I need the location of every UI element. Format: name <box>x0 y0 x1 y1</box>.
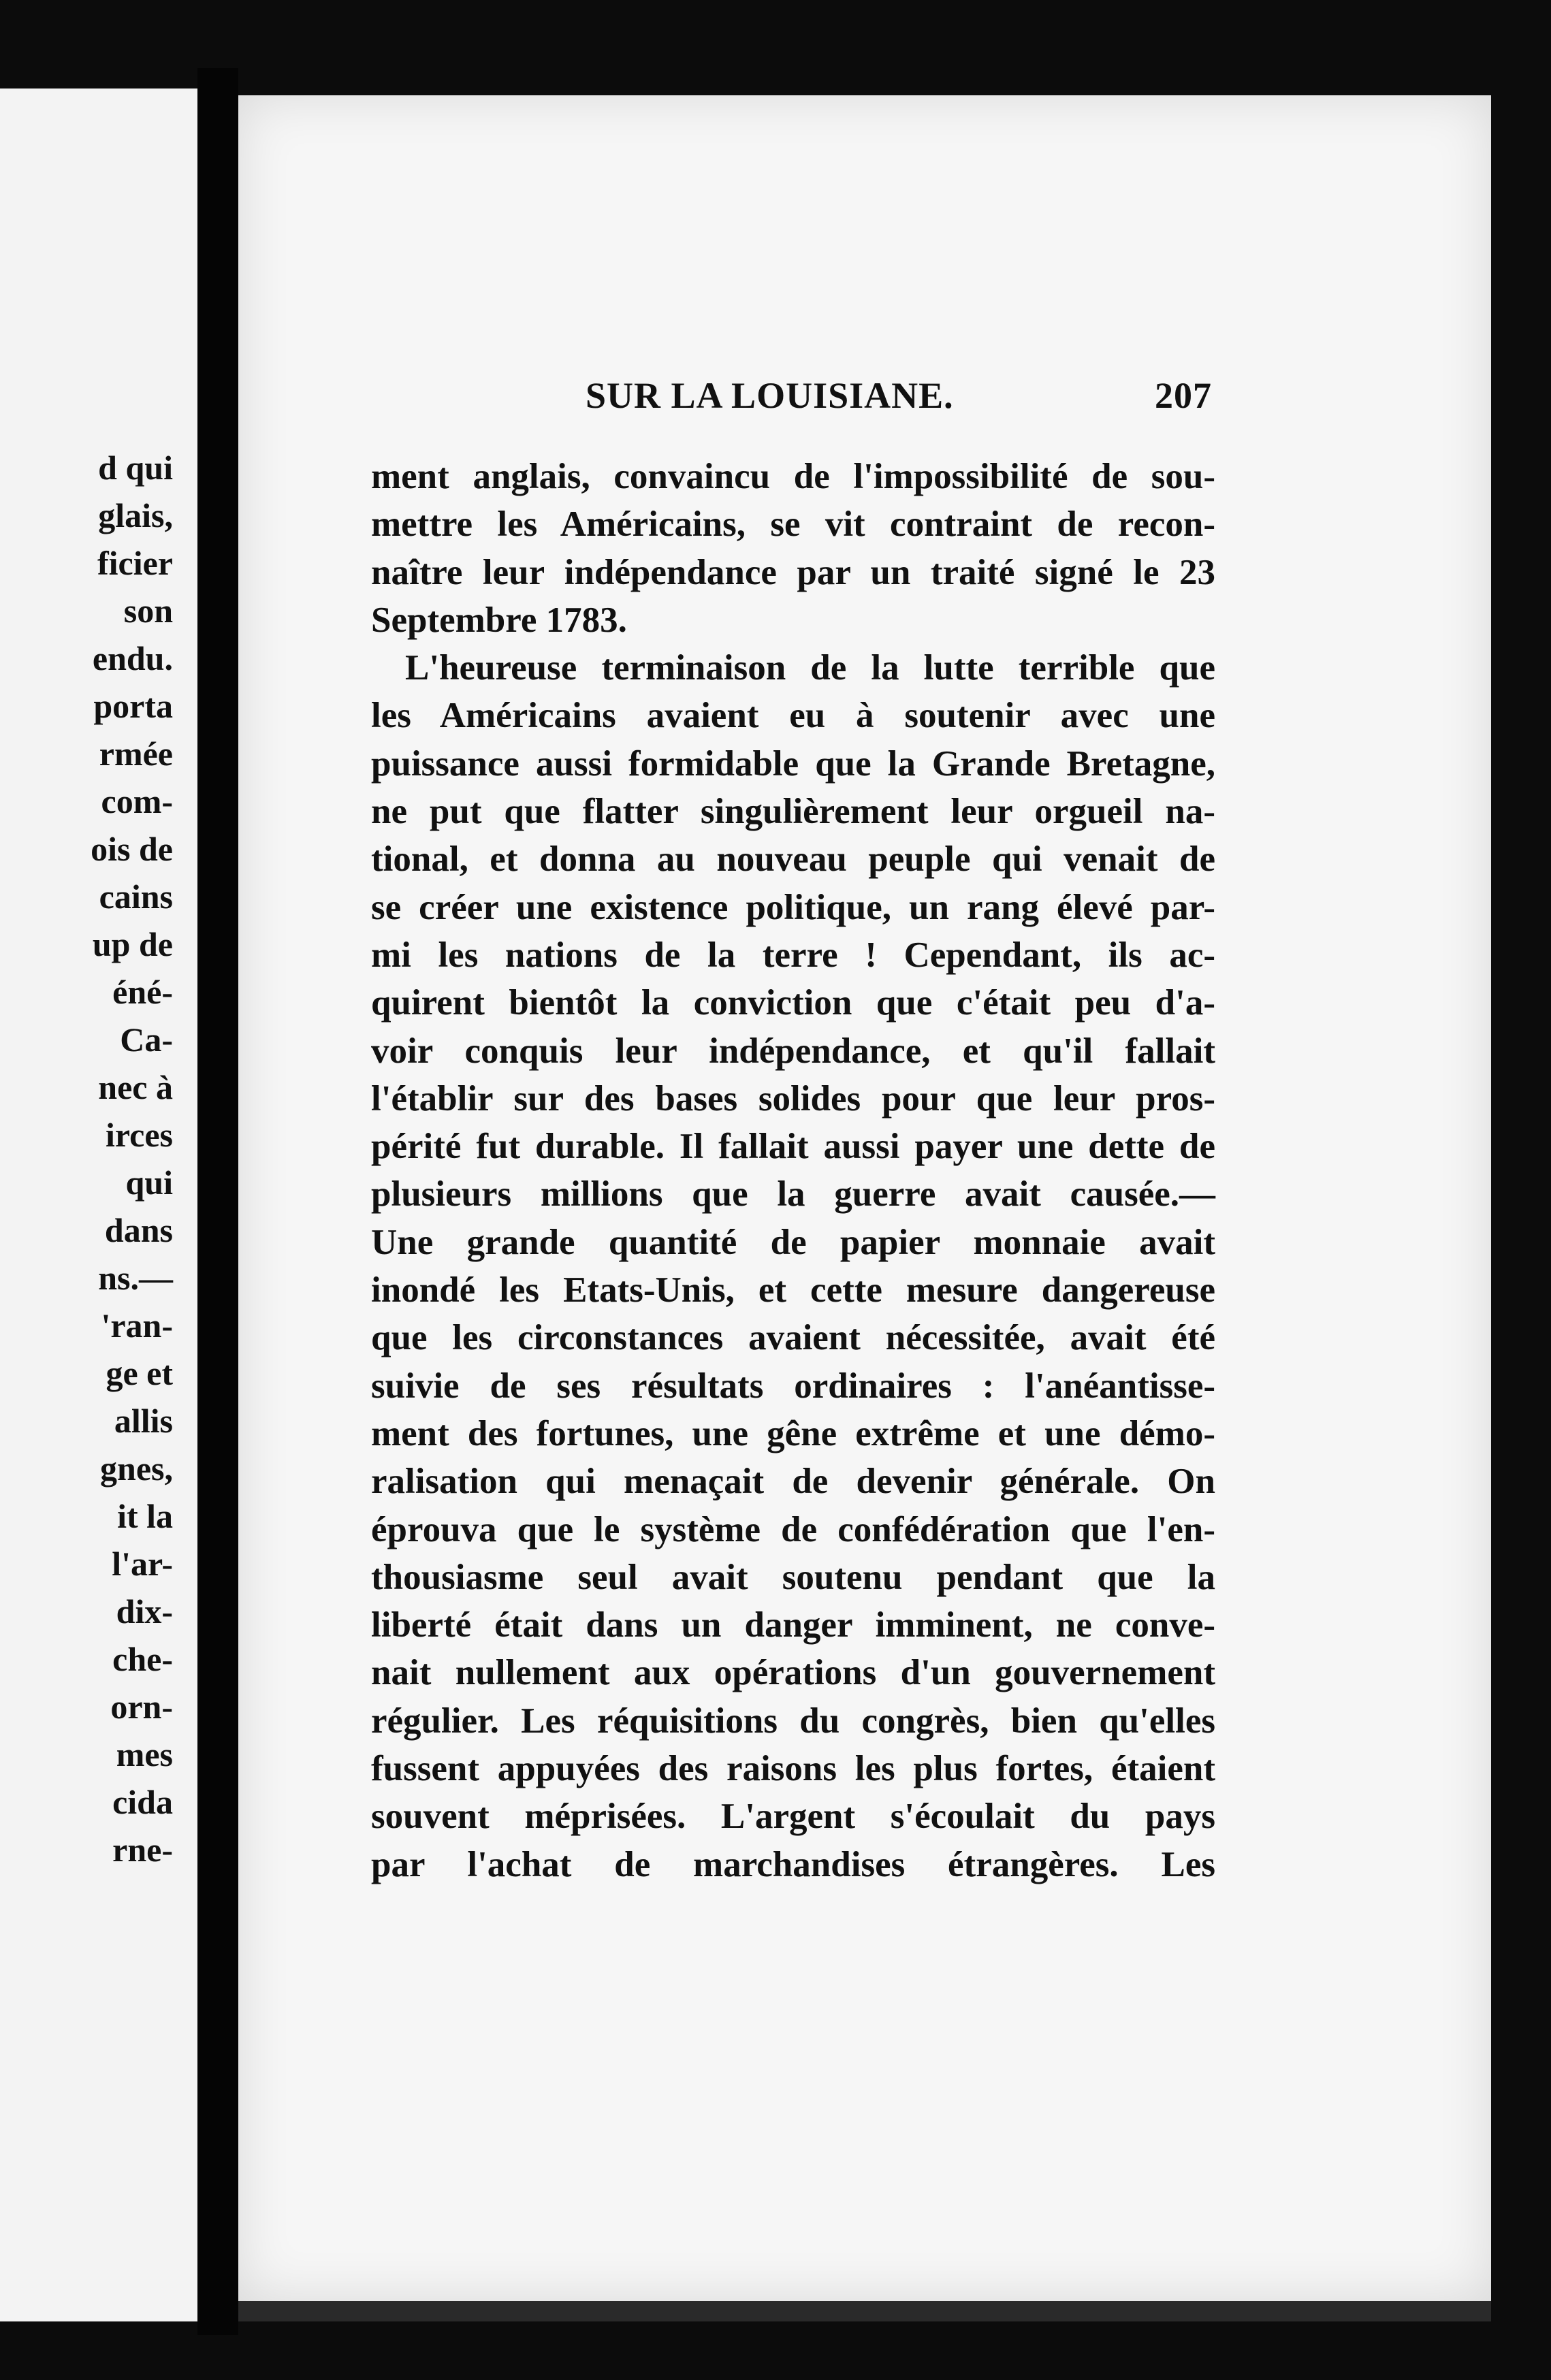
text-line: thousiasme seul avait soutenu pendant que la <box>371 1557 1215 1597</box>
left-page <box>0 89 197 2321</box>
left-page-fragment: d qui <box>98 449 173 487</box>
left-page-fragment: Ca- <box>120 1020 173 1059</box>
text-line: inondé les Etats-Unis, et cette mesure dangereuse <box>371 1270 1215 1310</box>
text-line: éprouva que le système de confédération que l'en- <box>371 1509 1215 1549</box>
text-line: périté fut durable. Il fallait aussi payer une dette de <box>371 1127 1215 1167</box>
left-page-fragment: orn- <box>110 1688 173 1726</box>
left-page-fragment: rmée <box>99 735 173 773</box>
left-page-fragment: dix- <box>116 1592 173 1630</box>
text-line: suivie de ses résultats ordinaires : l'anéantisse- <box>371 1366 1215 1406</box>
text-line: ment des fortunes, une gêne extrême et une démo- <box>371 1413 1215 1453</box>
text-line: fussent appuyées des raisons les plus fortes, étaient <box>371 1749 1215 1789</box>
text-line: les Américains avaient eu à soutenir avec une <box>371 696 1215 736</box>
page-number: 207 <box>1155 375 1212 416</box>
left-page-fragment: porta <box>93 687 173 725</box>
text-line: mi les nations de la terre ! Cependant, ils ac- <box>371 935 1215 975</box>
text-line: mettre les Américains, se vit contraint de recon- <box>371 504 1215 545</box>
left-page-fragment: cida <box>112 1783 173 1821</box>
text-line: souvent méprisées. L'argent s'écoulait du pays <box>371 1797 1215 1837</box>
text-line: par l'achat de marchandises étrangères. Les <box>371 1844 1215 1884</box>
left-page-fragment: ge et <box>106 1354 173 1392</box>
left-page-fragment: qui <box>125 1163 173 1202</box>
text-line: que les circonstances avaient nécessitée, avait été <box>371 1318 1215 1358</box>
text-line: liberté était dans un danger imminent, ne conve- <box>371 1605 1215 1645</box>
text-line: Une grande quantité de papier monnaie avait <box>371 1222 1215 1262</box>
left-page-fragment: ns.— <box>98 1259 173 1297</box>
text-line: ralisation qui menaçait de devenir générale. On <box>371 1462 1215 1502</box>
left-page-fragment: 'ran- <box>101 1306 173 1345</box>
text-line: naître leur indépendance par un traité signé le 23 <box>371 552 1215 592</box>
text-line: voir conquis leur indépendance, et qu'il fallait <box>371 1031 1215 1071</box>
text-line: régulier. Les réquisitions du congrès, bien qu'elles <box>371 1701 1215 1741</box>
left-page-fragment: gnes, <box>100 1449 173 1488</box>
left-page-fragment: son <box>123 592 173 630</box>
left-page-fragment: ois de <box>91 830 173 868</box>
left-page-fragment: endu. <box>92 639 173 677</box>
text-line: tional, et donna au nouveau peuple qui venait de <box>371 839 1215 880</box>
text-line: L'heureuse terminaison de la lutte terrible que <box>405 648 1215 688</box>
text-line: Septembre 1783. <box>371 600 627 640</box>
left-page-fragment: cains <box>99 878 173 916</box>
left-page-fragment: l'ar- <box>112 1545 173 1583</box>
text-line: l'établir sur des bases solides pour que leur pros- <box>371 1078 1215 1119</box>
page-bottom-edge <box>238 2301 1491 2321</box>
text-line: plusieurs millions que la guerre avait causée.— <box>371 1174 1215 1215</box>
left-page-fragment: com- <box>101 782 173 820</box>
book-gutter <box>197 68 238 2335</box>
left-page-fragment: rne- <box>112 1831 173 1869</box>
running-head-title: SUR LA LOUISIANE. <box>586 375 954 416</box>
left-page-fragment: mes <box>116 1735 173 1773</box>
text-line: se créer une existence politique, un rang élevé par- <box>371 887 1215 927</box>
left-page-fragment: it la <box>117 1497 173 1535</box>
left-page-fragment: up de <box>92 925 173 963</box>
left-page-fragment: nec à <box>98 1068 173 1106</box>
text-line: puissance aussi formidable que la Grande Bretagne, <box>371 743 1215 784</box>
running-header <box>586 374 1212 415</box>
left-page-fragment: dans <box>104 1211 173 1249</box>
text-line: nait nullement aux opérations d'un gouvernement <box>371 1653 1215 1693</box>
left-page-fragment: allis <box>114 1402 173 1440</box>
text-line: ment anglais, convaincu de l'impossibilité de sou- <box>371 457 1215 496</box>
left-page-fragment: éné- <box>112 973 173 1011</box>
left-page-fragment: glais, <box>98 496 173 534</box>
left-page-fragment: che- <box>112 1640 173 1678</box>
left-page-fragment: irces <box>105 1116 173 1154</box>
text-line: ne put que flatter singulièrement leur orgueil na- <box>371 792 1215 832</box>
left-page-fragment: ficier <box>97 544 173 582</box>
text-line: quirent bientôt la conviction que c'était peu d'a- <box>371 983 1215 1023</box>
body-text <box>371 453 1215 1888</box>
